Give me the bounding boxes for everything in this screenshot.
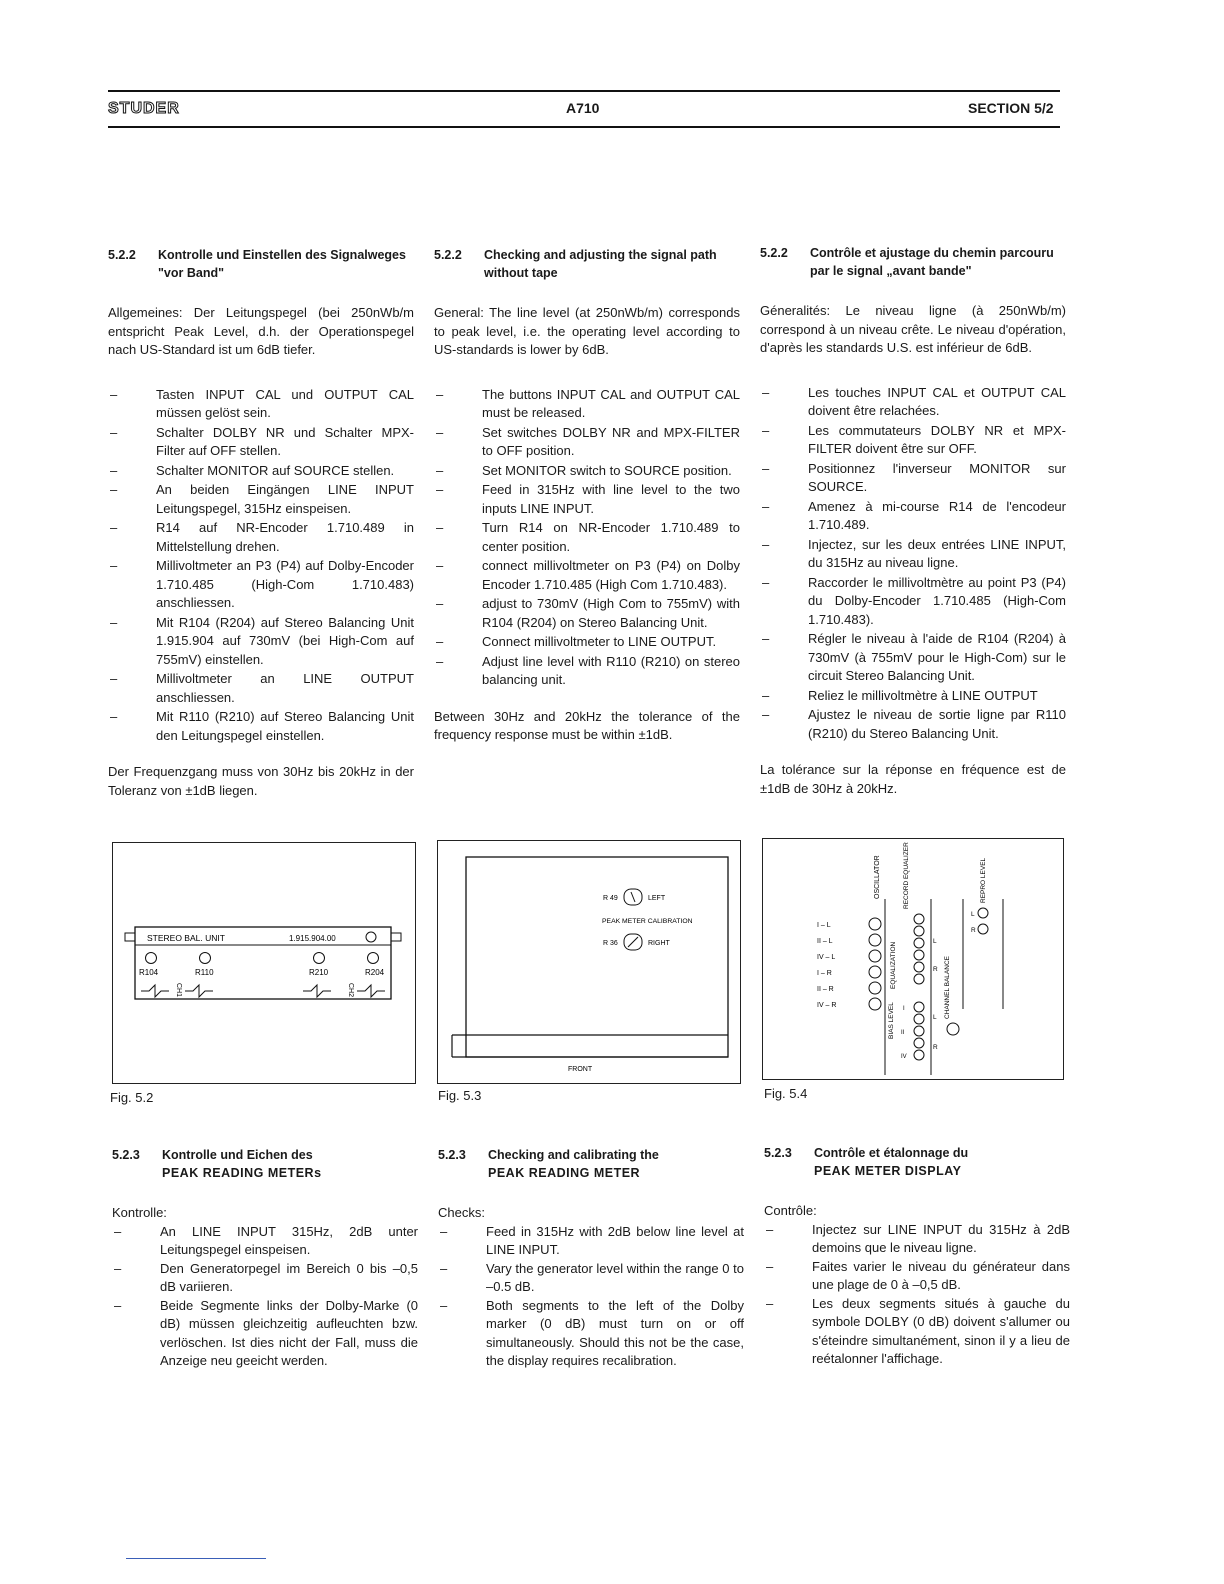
list-item: – Raccorder le millivoltmètre au point P3 (P4) du Dolby-Encoder 1.710.485 (High-Com 1.710.483). [760, 574, 1066, 630]
list-item: – Feed in 315Hz with line level to the two inputs LINE INPUT. [434, 481, 740, 518]
list-item: – R14 auf NR-Encoder 1.710.489 in Mittelstellung drehen. [108, 519, 414, 556]
l-label: L [933, 938, 937, 945]
pot-label: R204 [365, 968, 385, 977]
section-number: 5.2.3 [112, 1148, 140, 1162]
section-heading: Checking and calibrating the [488, 1148, 659, 1162]
figure-5-2 [112, 842, 416, 1084]
figure-caption: Fig. 5.4 [764, 1086, 808, 1101]
section-heading: Checking and adjusting the signal path without tape [484, 248, 717, 280]
list-item: – Millivoltmeter an P3 (P4) auf Dolby-Encoder 1.710.485 (High-Com 1.710.483) anschliessen. [108, 557, 414, 613]
section-heading: Contrôle et ajustage du chemin parcouru par le signal „avant bande" [810, 246, 1054, 278]
list-item: – An LINE INPUT 315Hz, 2dB unter Leitungspegel einspeisen. [112, 1223, 418, 1260]
section-label: SECTION 5/2 [968, 100, 1054, 116]
front-label: FRONT [568, 1066, 593, 1073]
led-icon [366, 932, 376, 942]
section-heading-2: PEAK READING METER [488, 1166, 641, 1180]
section-title [112, 1146, 418, 1182]
checks-label: Checks: [438, 1205, 485, 1220]
row-label: IV – R [817, 1002, 837, 1009]
section-5-2-3-german [112, 1146, 418, 1371]
row-label: I – L [817, 922, 831, 929]
model-label: A710 [566, 100, 600, 116]
section-title [760, 244, 1066, 280]
list-item: – Both segments to the left of the Dolby marker (0 dB) must turn on or off simultaneously. Should this not be the case, the display requires recalibration. [438, 1297, 744, 1371]
column-french [760, 244, 1066, 798]
section-number: 5.2.3 [438, 1148, 466, 1162]
pot-icon [368, 953, 379, 964]
figure-caption: Fig. 5.2 [110, 1090, 154, 1105]
outro-paragraph: La tolérance sur la réponse en fréquence est de ±1dB de 30Hz à 20kHz. [760, 762, 1066, 796]
header-top-rule [108, 90, 1060, 92]
list-item: – connect millivoltmeter on P3 (P4) on Dolby Encoder 1.710.485 (High Com 1.710.483). [434, 557, 740, 594]
outro-paragraph: Between 30Hz and 20kHz the tolerance of the frequency response must be within ±1dB. [434, 708, 740, 742]
list-item: – Mit R110 (R210) auf Stereo Balancing Unit den Leitungspegel einstellen. [108, 708, 414, 745]
checks-label: Contrôle: [764, 1203, 817, 1218]
list-item: – Positionnez l'inverseur MONITOR sur SOURCE. [760, 460, 1066, 497]
row-label: II – L [817, 938, 833, 945]
peak-meter-drawing [438, 841, 740, 1083]
step-list [434, 386, 740, 690]
row-label: II – R [817, 986, 834, 993]
section-heading: Contrôle et étalonnage du [814, 1146, 969, 1160]
check-list [438, 1223, 744, 1371]
unit-label: STEREO BAL. UNIT [147, 933, 225, 943]
pot-label: R110 [195, 968, 214, 977]
list-item: – An beiden Eingängen LINE INPUT Leitungspegel, 315Hz einspeisen. [108, 481, 414, 518]
left-label: LEFT [648, 895, 666, 902]
list-item: – Den Generatorpegel im Bereich 0 bis –0,5 dB variieren. [112, 1260, 418, 1297]
pot-label: R210 [309, 968, 329, 977]
pot-icon [200, 953, 211, 964]
calibration-label: PEAK METER CALIBRATION [602, 918, 693, 925]
list-item: – Set MONITOR switch to SOURCE position. [434, 462, 740, 481]
list-item: – Connect millivoltmeter to LINE OUTPUT. [434, 633, 740, 652]
list-item: – Turn R14 on NR-Encoder 1.710.489 to center position. [434, 519, 740, 556]
list-item: – Injectez sur LINE INPUT du 315Hz à 2dB demoins que le niveau ligne. [764, 1221, 1070, 1258]
list-item: – Reliez le millivoltmètre à LINE OUTPUT [760, 687, 1066, 706]
intro-paragraph: Géneralités: Le niveau ligne (à 250nWb/m) correspond à un niveau crête. Le niveau d'opération, d'après les standards U.S. est inférieur de 6dB. [760, 303, 1066, 355]
list-item: – Feed in 315Hz with 2dB below line level at LINE INPUT. [438, 1223, 744, 1260]
stereo-bal-unit-drawing [113, 843, 415, 1083]
list-item: – Injectez, sur les deux entrées LINE INPUT, du 315Hz au niveau ligne. [760, 536, 1066, 573]
repro-level-label: REPRO LEVEL [980, 857, 987, 903]
part-number: 1.915.904.00 [289, 934, 336, 943]
section-heading: Kontrolle und Einstellen des Signalweges "vor Band" [158, 248, 406, 280]
list-item: – Schalter DOLBY NR und Schalter MPX-Filter auf OFF stellen. [108, 424, 414, 461]
section-number: 5.2.2 [434, 248, 462, 262]
list-item: – Beide Segmente links der Dolby-Marke (0 dB) müssen gleichzeitig aufleuchten bzw. verlöschen. Ist dies nicht der Fall, muss die Anzeige neu geeicht werden. [112, 1297, 418, 1371]
r36-label: R 36 [603, 940, 618, 947]
list-item: – Adjust line level with R110 (R210) on stereo balancing unit. [434, 653, 740, 690]
row-label: IV – L [817, 954, 836, 961]
bias-level-label: BIAS LEVEL [888, 1002, 895, 1039]
l-label: L [971, 911, 975, 918]
section-title [108, 246, 414, 282]
r-label: R [933, 966, 938, 973]
list-item: – Ajustez le niveau de sortie ligne par R110 (R210) du Stereo Balancing Unit. [760, 706, 1066, 743]
list-item: – Amenez à mi-course R14 de l'encodeur 1.710.489. [760, 498, 1066, 535]
r49-label: R 49 [603, 895, 618, 902]
record-eq-label: RECORD EQUALIZER [903, 842, 910, 909]
section-number: 5.2.3 [764, 1146, 792, 1160]
ch1-label: CH1 [175, 983, 182, 998]
right-label: RIGHT [648, 940, 670, 947]
list-item: – Millivoltmeter an LINE OUTPUT anschliessen. [108, 670, 414, 707]
check-list [764, 1221, 1070, 1369]
list-item: – Les deux segments situés à gauche du symbole DOLBY (0 dB) doivent s'allumer ou s'éteindre simultanément, sinon il y a lieu de reétalonner l'affichage. [764, 1295, 1070, 1369]
l-label: L [933, 1014, 937, 1021]
row-label: I – R [817, 970, 832, 977]
studer-logo: STUDER [108, 100, 180, 117]
ch2-label: CH2 [347, 983, 354, 998]
channel-balance-label: CHANNEL BALANCE [944, 956, 951, 1019]
section-title [764, 1144, 1070, 1180]
intro-paragraph: Allgemeines: Der Leitungspegel (bei 250nWb/m entspricht Peak Level, d.h. der Operationspegel nach US-Standard ist um 6dB tiefer. [108, 305, 414, 357]
column-english [434, 246, 740, 745]
section-number: 5.2.2 [760, 246, 788, 260]
adjustment-board-drawing [763, 839, 1063, 1079]
list-item: – Schalter MONITOR auf SOURCE stellen. [108, 462, 414, 481]
i-label: I [903, 1006, 905, 1012]
section-heading-2: PEAK METER DISPLAY [814, 1164, 962, 1178]
pot-label: R104 [139, 968, 159, 977]
section-heading-2: PEAK READING METERs [162, 1166, 322, 1180]
figure-5-3 [437, 840, 741, 1084]
figure-5-4 [762, 838, 1064, 1080]
outro-paragraph: Der Frequenzgang muss von 30Hz bis 20kHz in der Toleranz von ±1dB liegen. [108, 764, 414, 798]
list-item: – Les touches INPUT CAL et OUTPUT CAL doivent être relachées. [760, 384, 1066, 421]
section-title [438, 1146, 744, 1182]
iv-label: IV [901, 1054, 907, 1060]
step-list [760, 384, 1066, 744]
list-item: – Vary the generator level within the range 0 to –0.5 dB. [438, 1260, 744, 1297]
section-title [434, 246, 740, 282]
step-list [108, 386, 414, 746]
list-item: – The buttons INPUT CAL and OUTPUT CAL must be released. [434, 386, 740, 423]
r-label: R [933, 1044, 938, 1051]
list-item: – Set switches DOLBY NR and MPX-FILTER to OFF position. [434, 424, 740, 461]
bottom-link-line [126, 1558, 266, 1559]
section-heading: Kontrolle und Eichen des [162, 1148, 313, 1162]
checks-label: Kontrolle: [112, 1205, 167, 1220]
check-list [112, 1223, 418, 1371]
list-item: – Faites varier le niveau du générateur dans une plage de 0 à –0,5 dB. [764, 1258, 1070, 1295]
list-item: – Les commutateurs DOLBY NR et MPX-FILTER doivent être sur OFF. [760, 422, 1066, 459]
list-item: – adjust to 730mV (High Com to 755mV) with R104 (R204) on Stereo Balancing Unit. [434, 595, 740, 632]
section-5-2-3-french [764, 1144, 1070, 1369]
oscillator-label: OSCILLATOR [874, 855, 881, 899]
r-label: R [971, 927, 976, 934]
pot-icon [146, 953, 157, 964]
ii-label: II [901, 1030, 905, 1036]
list-item: – Régler le niveau à l'aide de R104 (R204) à 730mV (à 755mV pour le High-Com) sur le circuit Stereo Balancing Unit. [760, 630, 1066, 686]
section-number: 5.2.2 [108, 248, 136, 262]
figure-caption: Fig. 5.3 [438, 1088, 482, 1103]
column-german [108, 246, 414, 800]
section-5-2-3-english [438, 1146, 744, 1371]
list-item: – Tasten INPUT CAL und OUTPUT CAL müssen gelöst sein. [108, 386, 414, 423]
equalization-label: EQUALIZATION [890, 941, 897, 989]
pot-icon [314, 953, 325, 964]
header-bottom-rule [108, 126, 1060, 128]
intro-paragraph: General: The line level (at 250nWb/m) corresponds to peak level, i.e. the operating level according to US-standards is lower by 6dB. [434, 305, 740, 357]
list-item: – Mit R104 (R204) auf Stereo Balancing Unit 1.915.904 auf 730mV (bei High-Com auf 755mV) einstellen. [108, 614, 414, 670]
